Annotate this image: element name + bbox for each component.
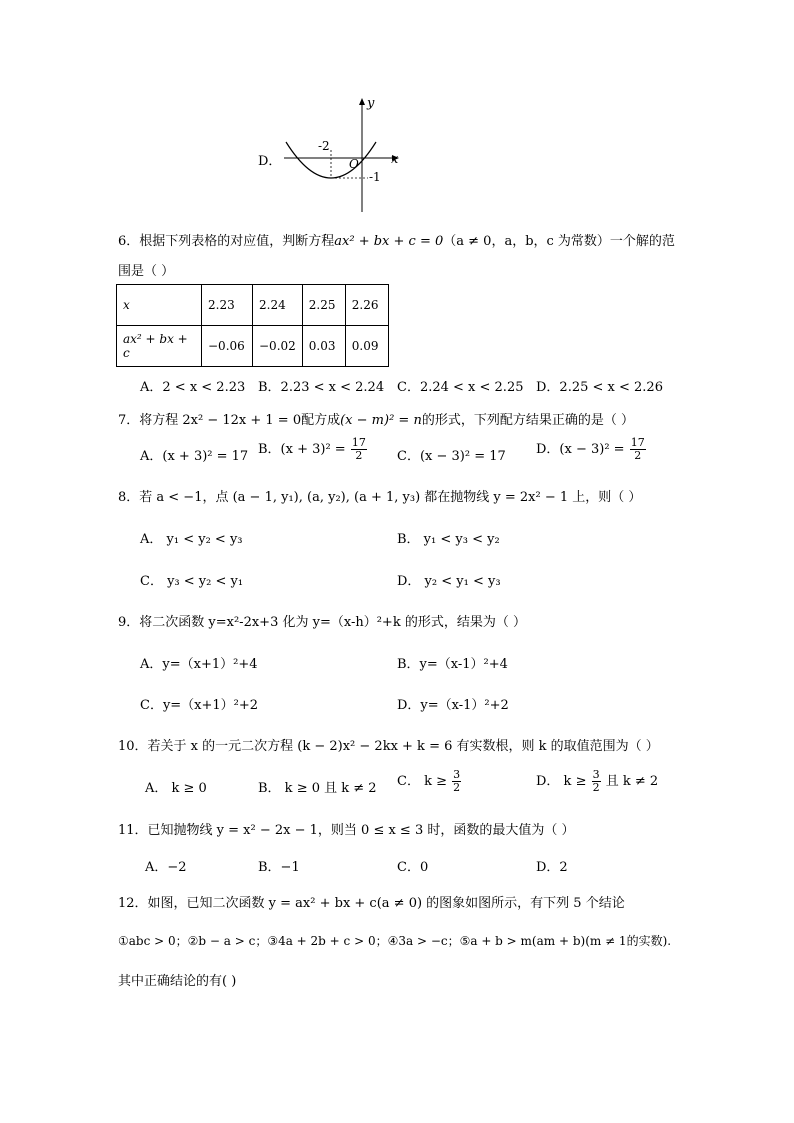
q7-option-b-text: B．(x + 3)² = [258,442,346,457]
table-row [117,285,389,326]
q7-stem-b: 的形式，下列配方结果正确的是（ ） [421,413,634,428]
graph-d-label: D． [258,154,282,169]
q10-option-b: B． k ≥ 0 且 k ≠ 2 [258,781,377,796]
q11-stem: 11．已知抛物线 y = x² − 2x − 1，则当 0 ≤ x ≤ 3 时，函数的最大值为（ ） [118,823,575,838]
fraction-denominator: 2 [634,449,642,462]
q7-option-d-fraction [630,437,646,462]
q6-option-b: B．2.23 < x < 2.24 [258,380,385,395]
table-cell: −0.02 [253,326,303,367]
q8-option-b: B． y₁ < y₃ < y₂ [397,532,500,547]
q6-option-c: C．2.24 < x < 2.25 [397,380,524,395]
table-cell: x [117,285,202,326]
q11-option-a: A．−2 [145,860,187,875]
q7-option-a: A．(x + 3)² = 17 [140,449,249,464]
table-cell: −0.06 [202,326,253,367]
fraction-numerator: 3 [592,768,600,781]
q6-eq: ax² + bx + c = 0 [334,234,444,249]
table-cell: 2.26 [345,285,388,326]
fraction-numerator: 3 [453,768,461,781]
fraction-denominator: 2 [453,781,461,794]
q7-option-b [258,437,368,462]
q10-option-d-fraction [592,769,601,794]
fraction-numerator: 17 [351,436,366,449]
q11-option-c: C．0 [397,860,429,875]
x-axis-label: x [391,152,399,167]
q7-stem [118,409,634,428]
q10-option-c-text: C． k ≥ [397,774,447,789]
q9-option-c: C．y=（x+1）²+2 [140,698,259,713]
q9-option-b: B．y=（x-1）²+4 [397,657,508,672]
table-cell: 2.24 [253,285,303,326]
q10-option-c [397,769,462,794]
q7-stem-a: 7．将方程 2x² − 12x + 1 = 0配方成 [118,413,341,428]
q12-stem-a: 12．如图，已知二次函数 y = ax² + bx + c(a ≠ 0) 的图象如图所示，有下列 5 个结论 [118,896,625,911]
q7-option-d [536,437,647,462]
q6-stem [118,230,675,249]
q12-conclusions: ①abc > 0；②b − a > c；③4a + 2b + c > 0；④3a > −c；⑤a + b > m(am + b)(m ≠ 1的实数). [118,934,672,948]
y-axis-arrow [359,98,365,105]
q6-stem-c: 围是（ ） [118,264,175,279]
q10-option-a: A． k ≥ 0 [145,781,207,796]
q6-value-table [116,284,389,367]
q10-option-c-fraction [452,769,461,794]
q9-option-a: A．y=（x+1）²+4 [140,657,258,672]
q10-stem: 10．若关于 x 的一元二次方程 (k − 2)x² − 2kx + k = 6 有实数根，则 k 的取值范围为（ ） [118,739,659,754]
q8-option-d: D． y₂ < y₁ < y₃ [397,574,501,589]
table-cell: 0.03 [302,326,345,367]
q6-option-a: A．2 < x < 2.23 [140,380,246,395]
table-cell: ax² + bx + c [117,326,202,367]
q9-stem: 9．将二次函数 y=x²-2x+3 化为 y=（x-h）²+k 的形式，结果为（ ） [118,615,526,630]
origin-label: O [349,157,359,171]
q6-option-d: D．2.25 < x < 2.26 [536,380,663,395]
fraction-denominator: 2 [592,781,600,794]
q7-eq: (x − m)² = n [340,413,422,428]
q11-option-d: D．2 [536,860,568,875]
q6-stem-a: 6．根据下列表格的对应值，判断方程 [118,234,335,249]
y-axis-label: y [367,96,375,111]
fraction-denominator: 2 [355,449,363,462]
fraction-numerator: 17 [630,436,645,449]
q10-option-d [536,769,658,794]
q7-option-d-text: D．(x − 3)² = [536,442,625,457]
q7-option-b-fraction [351,437,367,462]
q10-option-d-text: D． k ≥ [536,774,587,789]
table-cell: 2.25 [302,285,345,326]
q9-option-d: D．y=（x-1）²+2 [397,698,509,713]
q6-stem-b: （a ≠ 0，a，b，c 为常数）一个解的范 [443,234,675,249]
table-cell: 2.23 [202,285,253,326]
table-cell: 0.09 [345,326,388,367]
tick-y-label: -1 [369,170,381,184]
q8-option-a: A． y₁ < y₂ < y₃ [140,532,243,547]
q8-option-c: C． y₃ < y₂ < y₁ [140,574,244,589]
q8-stem: 8．若 a < −1，点 (a − 1, y₁), (a, y₂), (a + 1, y₃) 都在抛物线 y = 2x² − 1 上，则（ ） [118,490,642,505]
q7-option-c: C．(x − 3)² = 17 [397,449,506,464]
table-row [117,326,389,367]
q12-stem-c: 其中正确结论的有( ) [118,974,237,989]
tick-x-label: -2 [318,139,330,153]
q11-option-b: B．−1 [258,860,300,875]
q10-option-d-suffix: 且 k ≠ 2 [605,774,659,789]
